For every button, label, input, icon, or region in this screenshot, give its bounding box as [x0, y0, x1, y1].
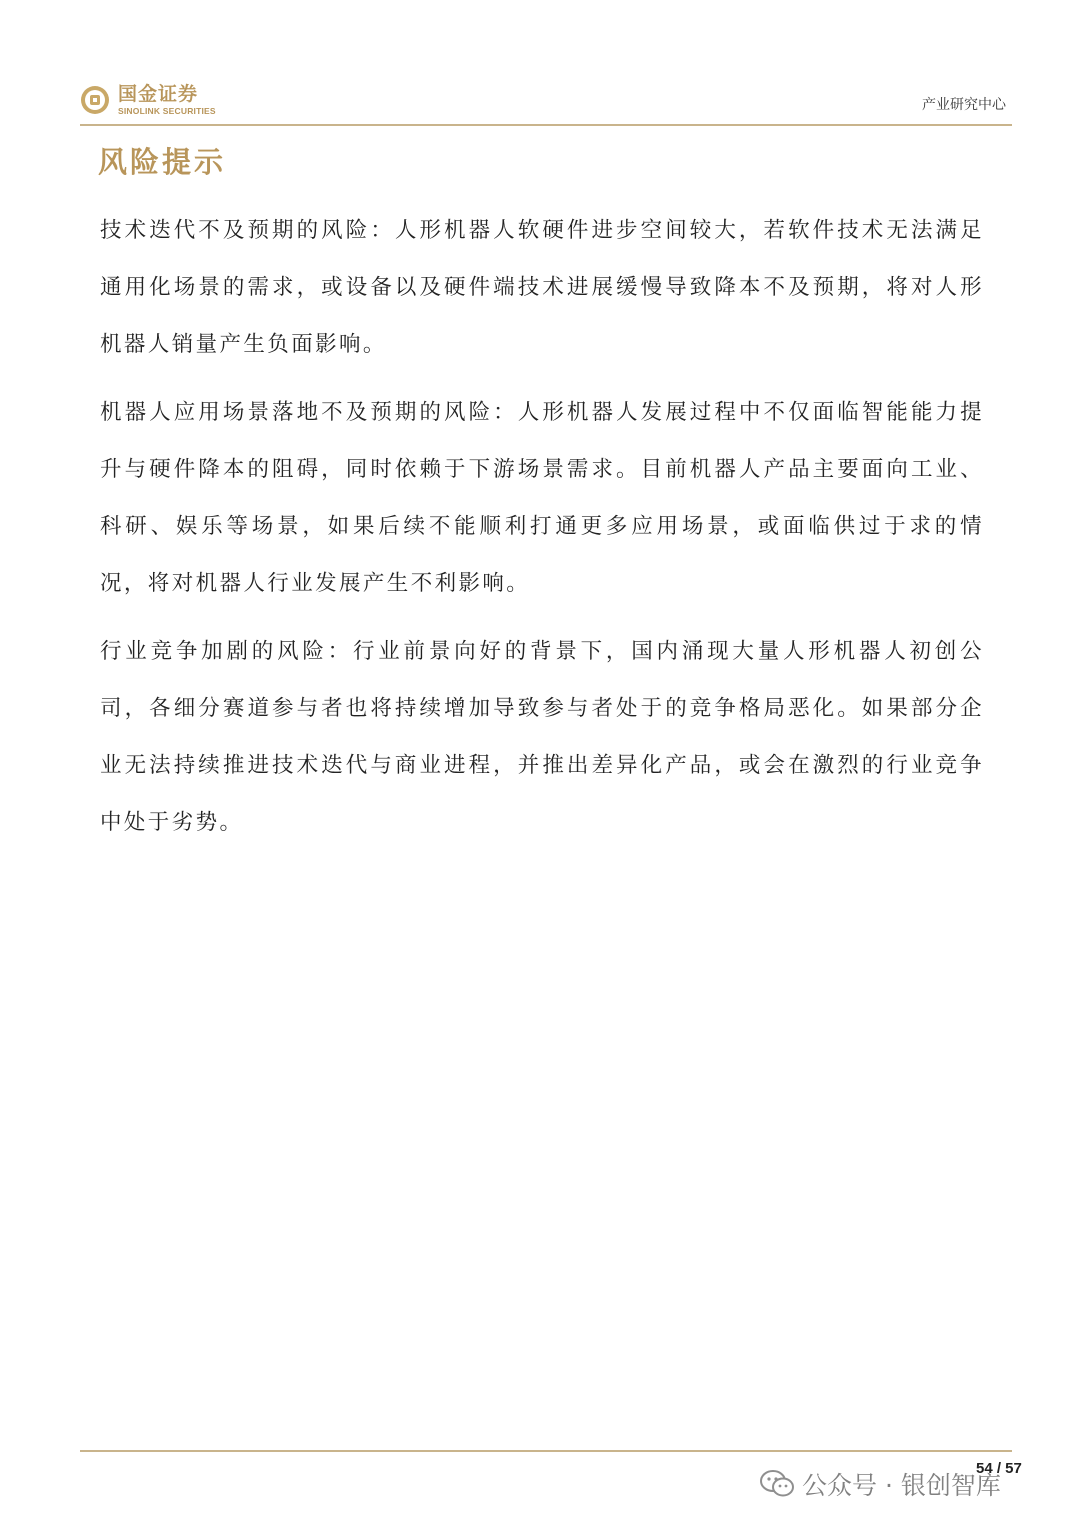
header-divider — [80, 124, 1012, 126]
sinolink-logo-icon — [80, 85, 110, 115]
risk-paragraph-application: 机器人应用场景落地不及预期的风险：人形机器人发展过程中不仅面临智能能力提升与硬件降本的阻碍，同时依赖于下游场景需求。目前机器人产品主要面向工业、科研、娱乐等场景，如果后续不能顺利打通更多应用场景，或面临供过于求的情况，将对机器人行业发展产生不利影响。 — [100, 400, 984, 596]
department-label: 产业研究中心 — [922, 97, 1006, 113]
body-content — [100, 202, 984, 862]
risk-paragraph-tech: 技术迭代不及预期的风险：人形机器人软硬件进步空间较大，若软件技术无法满足通用化场景的需求，或设备以及硬件端技术进展缓慢导致降本不及预期，将对人形机器人销量产生负面影响。 — [100, 218, 984, 357]
footer-divider — [80, 1450, 1012, 1452]
wechat-icon — [760, 1470, 794, 1498]
logo-english-name: SINOLINK SECURITIES — [118, 105, 216, 116]
section-title: 风险提示 — [98, 145, 227, 179]
page-number: 54 / 57 — [976, 1460, 1022, 1477]
logo-chinese-name: 国金证券 — [118, 82, 199, 105]
wechat-watermark — [760, 1466, 1001, 1502]
watermark-text: 公众号 · 银创智库 — [802, 1471, 1001, 1500]
risk-paragraph-competition: 行业竞争加剧的风险：行业前景向好的背景下，国内涌现大量人形机器人初创公司，各细分赛道参与者也将持续增加导致参与者处于的竞争格局恶化。如果部分企业无法持续推进技术迭代与商业进程，并推出差异化产品，或会在激烈的行业竞争中处于劣势。 — [100, 639, 984, 835]
company-logo — [80, 80, 216, 120]
page-header — [80, 76, 1012, 126]
